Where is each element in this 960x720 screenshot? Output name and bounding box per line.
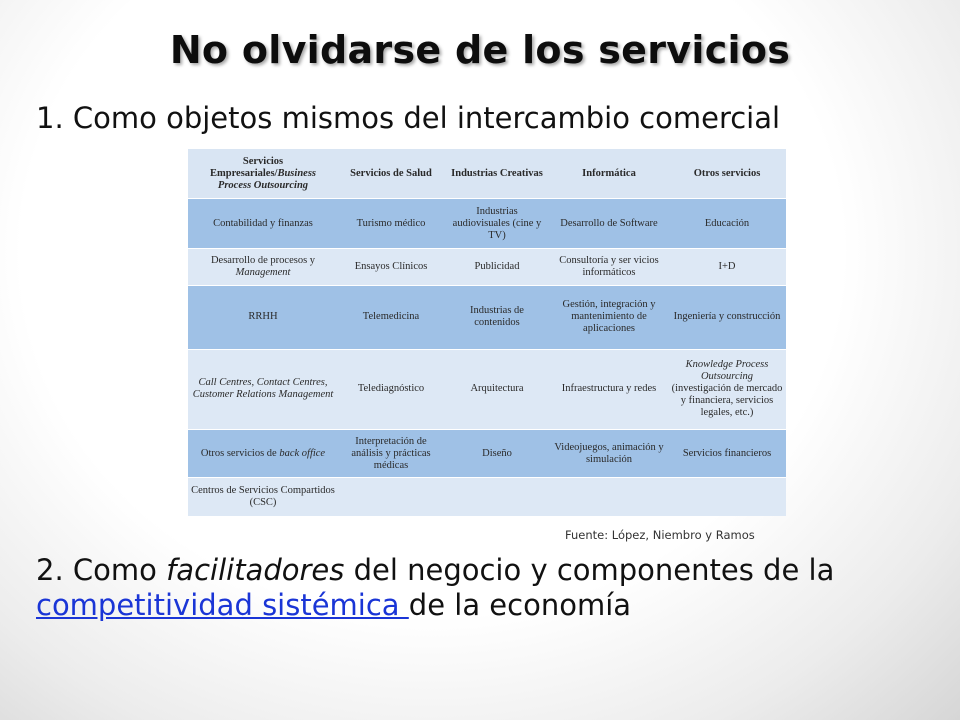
point-2-text: 2. Como — [36, 553, 167, 587]
table-cell: Educación — [668, 199, 786, 249]
services-table — [188, 148, 786, 516]
table-cell: Diseño — [444, 430, 550, 478]
header-health-services: Servicios de Salud — [338, 149, 444, 199]
table-row — [188, 199, 786, 249]
table-cell: Ingeniería y construcción — [668, 285, 786, 349]
table-cell: Otros servicios de back office — [188, 430, 338, 478]
header-business-services: Servicios Empresariales/Business Process Outsourcing — [188, 149, 338, 199]
table-cell: Centros de Servicios Compartidos (CSC) — [188, 478, 338, 516]
table-cell: Call Centres, Contact Centres, Customer Relations Management — [188, 349, 338, 429]
table-cell: Telemedicina — [338, 285, 444, 349]
point-2-text: de la economía — [408, 588, 632, 622]
table-cell — [338, 478, 444, 516]
table-cell: Industrias de contenidos — [444, 285, 550, 349]
table-cell: Turismo médico — [338, 199, 444, 249]
source-caption: Fuente: López, Niembro y Ramos — [565, 528, 755, 542]
table-cell: Videojuegos, animación y simulación — [550, 430, 668, 478]
table-cell: RRHH — [188, 285, 338, 349]
table-cell: Gestión, integración y mantenimiento de aplicaciones — [550, 285, 668, 349]
table-cell: Desarrollo de Software — [550, 199, 668, 249]
point-1: 1. Como objetos mismos del intercambio comercial — [36, 101, 781, 135]
header-other-services: Otros servicios — [668, 149, 786, 199]
table-row — [188, 430, 786, 478]
table-cell: Publicidad — [444, 249, 550, 285]
table-cell — [668, 478, 786, 516]
table-cell — [550, 478, 668, 516]
table-cell — [444, 478, 550, 516]
table-cell: Knowledge Process Outsourcing (investigación de mercado y financiera, servicios legales, etc.) — [668, 349, 786, 429]
table-cell: Interpretación de análisis y prácticas médicas — [338, 430, 444, 478]
point-2 — [36, 553, 946, 623]
table-row — [188, 285, 786, 349]
competitividad-link[interactable]: competitividad sistémica — [36, 588, 409, 622]
table-cell: I+D — [668, 249, 786, 285]
table-cell: Servicios financieros — [668, 430, 786, 478]
table-row — [188, 349, 786, 429]
point-2-emphasis: facilitadores — [166, 553, 345, 587]
table-cell: Desarrollo de procesos y Management — [188, 249, 338, 285]
point-2-text: del negocio y componentes de la — [344, 553, 835, 587]
header-informatics: Informática — [550, 149, 668, 199]
table-cell: Infraestructura y redes — [550, 349, 668, 429]
table-header-row — [188, 149, 786, 199]
table-cell: Contabilidad y finanzas — [188, 199, 338, 249]
table-row — [188, 249, 786, 285]
table-cell: Telediagnóstico — [338, 349, 444, 429]
table-cell: Arquitectura — [444, 349, 550, 429]
header-creative-industries: Industrias Creativas — [444, 149, 550, 199]
slide-title: No olvidarse de los servicios — [169, 28, 791, 72]
table-cell: Industrias audiovisuales (cine y TV) — [444, 199, 550, 249]
table-cell: Ensayos Clínicos — [338, 249, 444, 285]
table-row — [188, 478, 786, 516]
table-cell: Consultoría y ser vicios informáticos — [550, 249, 668, 285]
